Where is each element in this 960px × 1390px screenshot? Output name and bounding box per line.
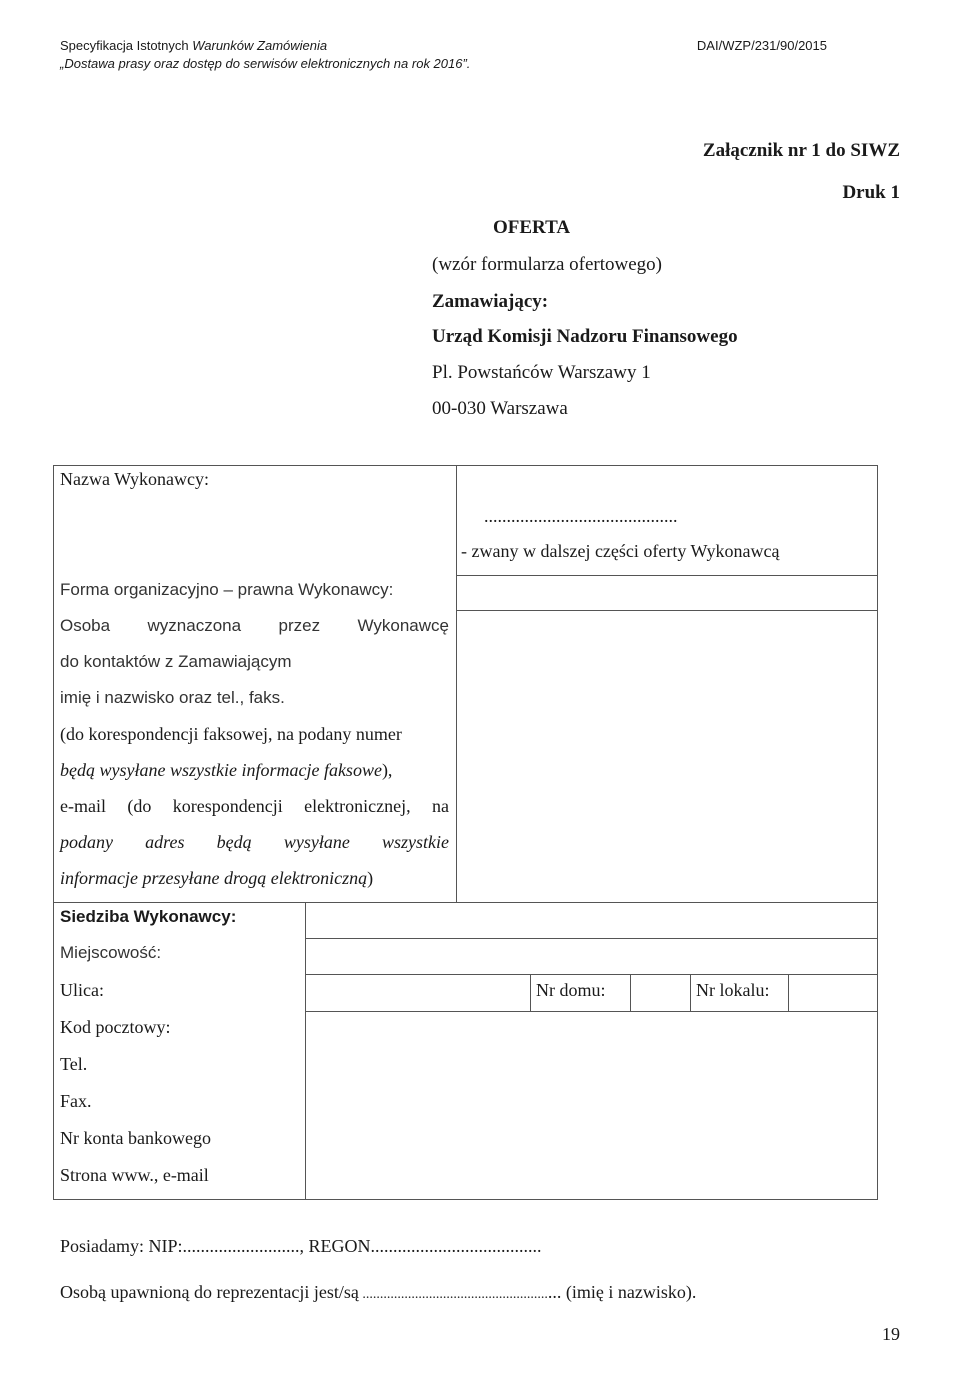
table-rule-osoba: [456, 610, 878, 611]
table-divider-nr-lokalu-value: [788, 974, 789, 1011]
header-title: [60, 38, 327, 53]
attachment-label: Załącznik nr 1 do SIWZ: [702, 140, 900, 161]
osoba-line3: imię i nazwisko oraz tel., faks.: [60, 688, 285, 707]
kor-line2-end: ),: [381, 760, 393, 780]
osoba-line1: [60, 616, 449, 636]
table-divider-nr-domu-value: [630, 974, 631, 1011]
header-title-italic: Warunków Zamówienia: [192, 38, 328, 53]
zamawiajacy-street: Pl. Powstańców Warszawy 1: [432, 362, 651, 383]
kor-line5-italic: informacje przesyłane drogą elektroniczną: [60, 868, 368, 888]
header-subject: „Dostawa prasy oraz dostęp do serwisów elektronicznych na rok 2016”.: [60, 56, 471, 71]
konto-label: Nr konta bankowego: [60, 1128, 211, 1148]
table-divider-lower: [305, 902, 306, 1200]
nazwa-dots: ...........................................: [484, 506, 678, 526]
table-rule-miejscowosc: [305, 938, 878, 939]
table-rule-forma: [456, 575, 878, 576]
table-rule-siedziba: [53, 902, 878, 903]
kor-line2-italic: będą wysyłane wszystkie informacje faksowe: [60, 760, 382, 780]
nip-regon-line: Posiadamy: NIP:.........................., REGON......................................: [60, 1236, 542, 1256]
kod-label: Kod pocztowy:: [60, 1017, 171, 1037]
table-rule-ulica-bottom: [305, 1011, 878, 1012]
kor-line4-text: podany adres będą wysyłane wszystkie: [60, 832, 449, 852]
zamawiajacy-label: Zamawiający:: [432, 291, 549, 312]
tel-label: Tel.: [60, 1054, 88, 1074]
kor-line3-text: e-mail (do korespondencji elektronicznej, na: [60, 796, 449, 816]
page-subtitle: (wzór formularza ofertowego): [432, 254, 662, 275]
kor-line1: (do korespondencji faksowej, na podany numer: [60, 724, 402, 744]
kor-line3: [60, 796, 449, 817]
table-rule-ulica-top: [305, 974, 878, 975]
representative-line-dots: .....................................................: [358, 1287, 548, 1302]
nr-lokalu-label: Nr lokalu:: [696, 980, 770, 1000]
strona-label: Strona www., e-mail: [60, 1165, 209, 1185]
osoba-line1-text: Osoba wyznaczona przez Wykonawcę: [60, 616, 449, 635]
druk-label: Druk 1: [842, 182, 900, 203]
kor-line5-end: ): [367, 868, 374, 888]
header-title-normal: Specyfikacja Istotnych: [60, 38, 193, 53]
table-divider-upper: [456, 465, 457, 902]
kor-line2: [60, 760, 392, 781]
forma-label: Forma organizacyjno – prawna Wykonawcy:: [60, 580, 394, 599]
osoba-line2: do kontaktów z Zamawiającym: [60, 652, 292, 671]
zwany-text: - zwany w dalszej części oferty Wykonawcą: [461, 541, 780, 561]
table-divider-nr-lokalu: [690, 974, 691, 1011]
zamawiajacy-name: Urząd Komisji Nadzoru Finansowego: [432, 326, 738, 347]
miejscowosc-label: Miejscowość:: [60, 943, 162, 962]
representative-line-end: ... (imię i nazwisko).: [547, 1282, 697, 1302]
representative-line-start: Osobą upawnioną do reprezentacji jest/są: [60, 1282, 359, 1302]
header-reference: DAI/WZP/231/90/2015: [696, 38, 827, 53]
page-title: OFERTA: [493, 217, 571, 238]
nr-domu-label: Nr domu:: [536, 980, 606, 1000]
ulica-label: Ulica:: [60, 980, 104, 1000]
nazwa-label: Nazwa Wykonawcy:: [60, 469, 210, 489]
siedziba-label: Siedziba Wykonawcy:: [60, 907, 237, 926]
kor-line4: [60, 832, 449, 853]
kor-line5: [60, 868, 373, 889]
table-divider-nr-domu: [530, 974, 531, 1011]
fax-label: Fax.: [60, 1091, 92, 1111]
representative-line: [60, 1282, 696, 1303]
zamawiajacy-city: 00-030 Warszawa: [432, 398, 568, 419]
page-number: 19: [882, 1324, 900, 1344]
